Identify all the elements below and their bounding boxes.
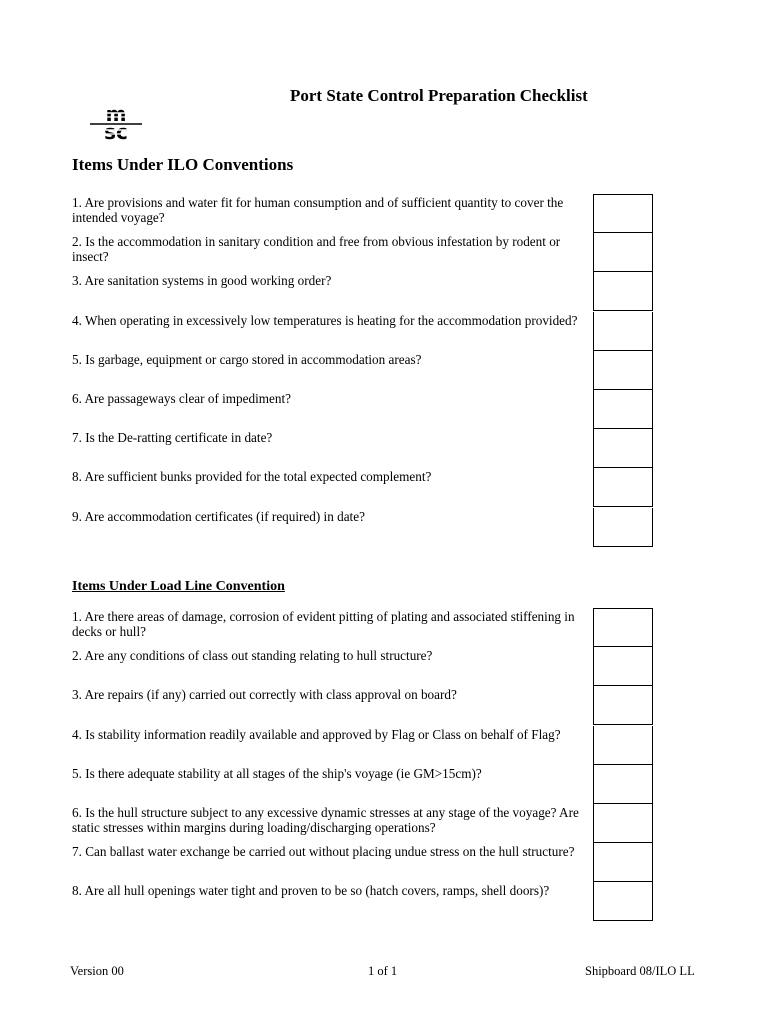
footer-version: Version 00 <box>70 964 124 978</box>
document-title: Port State Control Preparation Checklist <box>290 86 588 105</box>
checkbox-cell[interactable] <box>593 686 653 725</box>
checkbox-cell[interactable] <box>593 843 653 882</box>
checkbox-cell[interactable] <box>593 233 653 272</box>
svg-text:m: m <box>105 104 127 126</box>
checkbox-cell[interactable] <box>593 765 653 804</box>
checklist-item <box>72 765 653 804</box>
svg-text:sc: sc <box>104 120 128 142</box>
checkbox-cell[interactable] <box>593 508 653 547</box>
checklist-item <box>72 647 653 686</box>
checklist-item <box>72 351 653 390</box>
checkbox-cell[interactable] <box>593 647 653 686</box>
checkbox-cell[interactable] <box>593 351 653 390</box>
checklist-question: 6. Is the hull structure subject to any excessive dynamic stresses at any stage of the voyage? Are static stresses within margins during loading/discharging operations? <box>72 805 579 835</box>
checklist-item <box>72 882 653 921</box>
checklist-question: 7. Can ballast water exchange be carried out without placing undue stress on the hull structure? <box>72 844 575 860</box>
checklist-item <box>72 390 653 429</box>
checklist-question: 5. Is garbage, equipment or cargo stored in accommodation areas? <box>72 351 422 367</box>
checklist-question: 1. Are there areas of damage, corrosion of evident pitting of plating and associated stiffening in decks or hull? <box>72 609 575 639</box>
checklist-item <box>72 312 653 351</box>
msc-logo <box>86 104 146 142</box>
checklist-item <box>72 468 653 507</box>
checklist-question: 3. Are sanitation systems in good working order? <box>72 273 332 289</box>
checklist-item <box>72 608 653 647</box>
checklist-item <box>72 804 653 843</box>
checklist-question: 3. Are repairs (if any) carried out correctly with class approval on board? <box>72 687 457 703</box>
checklist-question: 8. Are sufficient bunks provided for the total expected complement? <box>72 469 432 485</box>
checklist-question: 2. Is the accommodation in sanitary condition and free from obvious infestation by rodent or insect? <box>72 234 561 264</box>
checklist-question: 6. Are passageways clear of impediment? <box>72 391 291 406</box>
checkbox-cell[interactable] <box>593 390 653 429</box>
checklist-question: 2. Are any conditions of class out standing relating to hull structure? <box>72 648 433 664</box>
checklist-question: 7. Is the De-ratting certificate in date? <box>72 430 273 446</box>
checklist-question: 4. When operating in excessively low temperatures is heating for the accommodation provided? <box>72 312 578 328</box>
checkbox-cell[interactable] <box>593 272 653 311</box>
checkbox-cell[interactable] <box>593 194 653 233</box>
checkbox-cell[interactable] <box>593 608 653 647</box>
checklist-item <box>72 429 653 468</box>
checklist-question: 4. Is stability information readily available and approved by Flag or Class on behalf of Flag? <box>72 726 561 742</box>
section-heading-ilo: Items Under ILO Conventions <box>72 155 294 174</box>
checkbox-cell[interactable] <box>593 468 653 507</box>
checkbox-cell[interactable] <box>593 882 653 921</box>
checklist-question: 8. Are all hull openings water tight and proven to be so (hatch covers, ramps, shell doors)? <box>72 883 550 899</box>
section-heading-load-line: Items Under Load Line Convention <box>72 579 285 594</box>
footer-reference: Shipboard 08/ILO LL <box>585 964 695 978</box>
checklist-item <box>72 686 653 725</box>
checklist-question: 5. Is there adequate stability at all stages of the ship's voyage (ie GM>15cm)? <box>72 765 482 781</box>
footer-page-number: 1 of 1 <box>368 964 398 978</box>
checklist-item <box>72 272 653 311</box>
checklist-item <box>72 233 653 272</box>
checklist-item <box>72 508 653 547</box>
checkbox-cell[interactable] <box>593 312 653 351</box>
checkbox-cell[interactable] <box>593 726 653 765</box>
checklist-question: 9. Are accommodation certificates (if required) in date? <box>72 508 365 524</box>
checklist-item <box>72 726 653 765</box>
checkbox-cell[interactable] <box>593 804 653 843</box>
checklist-question: 1. Are provisions and water fit for human consumption and of sufficient quantity to cover the intended voyage? <box>72 195 564 225</box>
checkbox-cell[interactable] <box>593 429 653 468</box>
checklist-item <box>72 843 653 882</box>
checklist-item <box>72 194 653 233</box>
